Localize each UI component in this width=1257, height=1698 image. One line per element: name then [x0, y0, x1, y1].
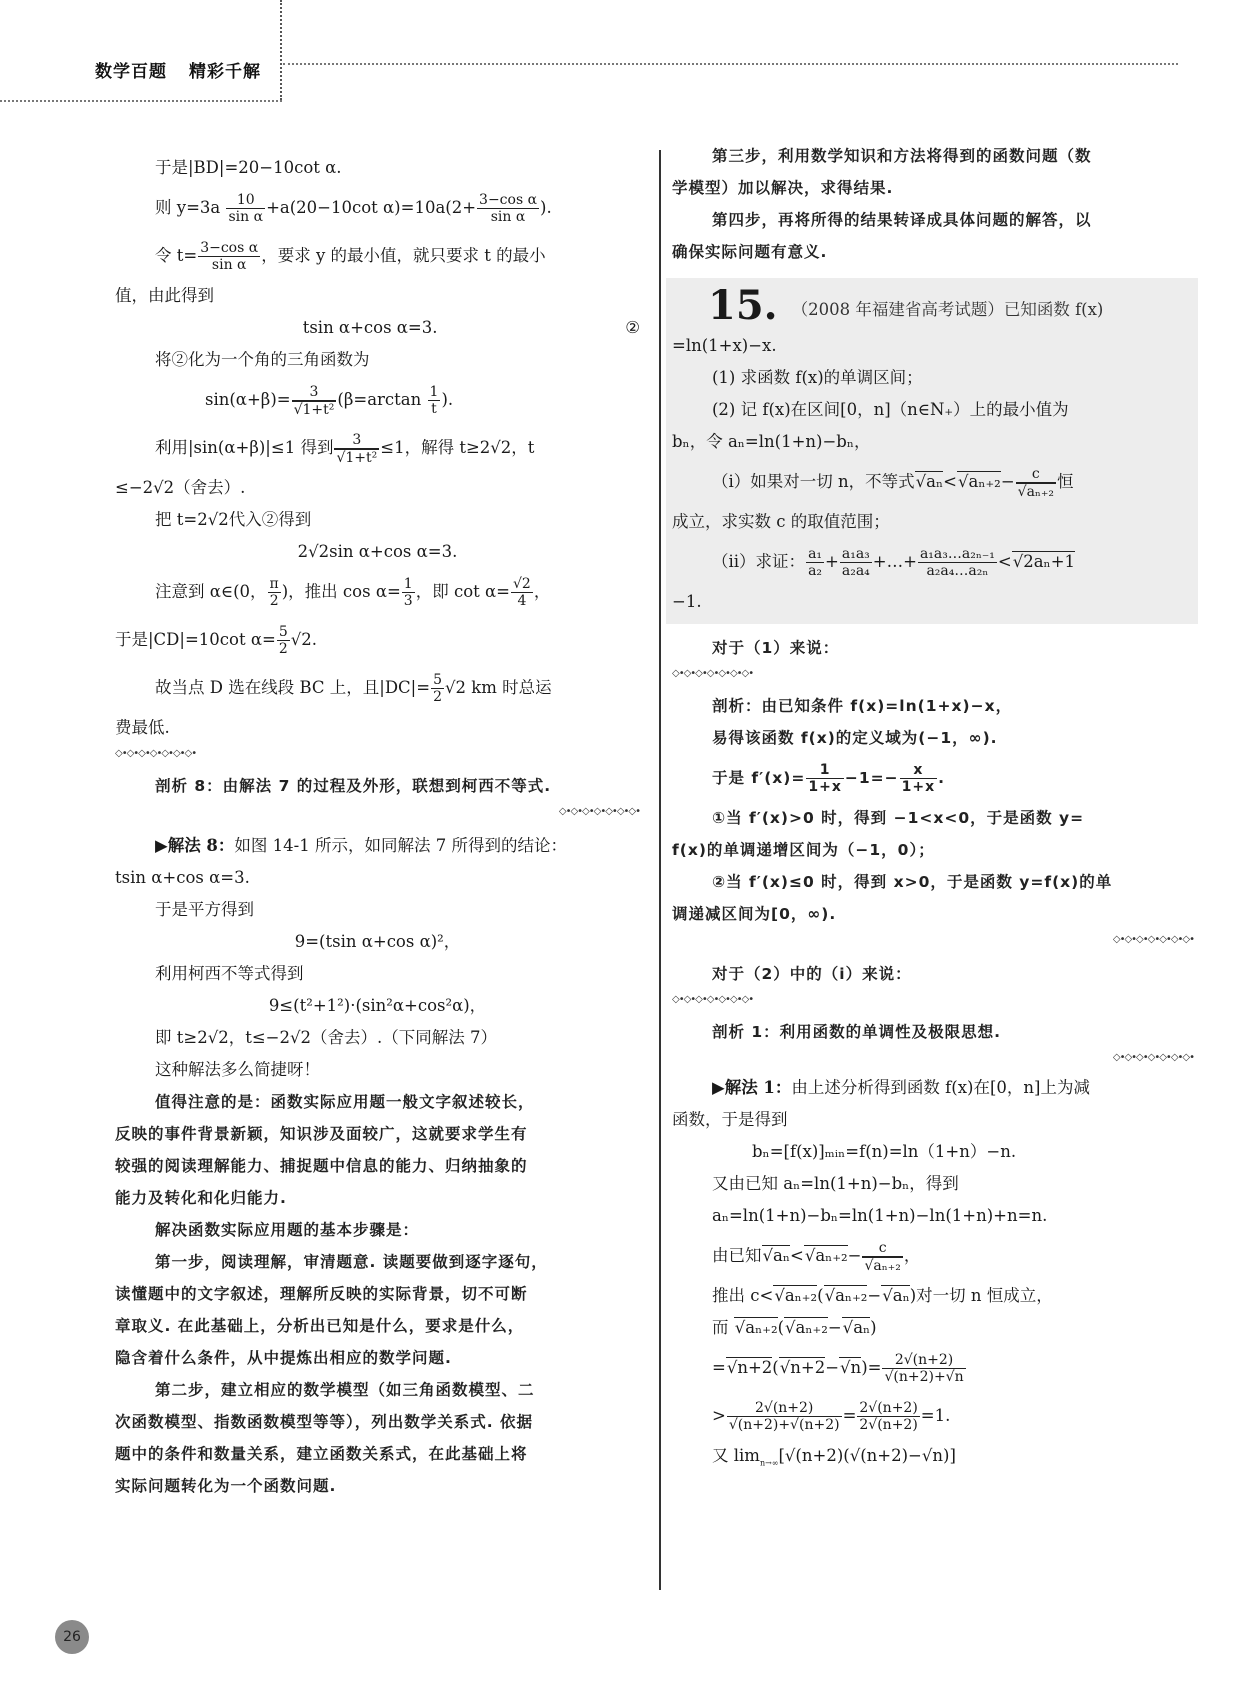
- ornament-divider: ◇•◇•◇•◇•◇•◇•◇•: [558, 806, 640, 817]
- equation-line: sin(α+β)= 3 √ 1+t² (β=arctan $\frac{1}{t}$ ).: [115, 376, 640, 424]
- step2-line: 次函数模型、指数函数模型等等），列出数学关系式. 依据: [115, 1413, 534, 1431]
- case-2-line: ②当 f′(x)≤0 时，得到 x>0，于是函数 y=f(x)的单: [712, 873, 1113, 891]
- problem-number: 15.: [708, 282, 778, 329]
- solution-label: ▶解法 1：: [712, 1078, 792, 1097]
- equation-line: 9=(tsin α+cos α)²，: [294, 932, 461, 951]
- steps-intro: 解决函数实际应用题的基本步骤是：: [155, 1221, 420, 1239]
- step1-line: 隐含着什么条件，从中提炼出相应的数学问题.: [115, 1349, 452, 1367]
- text-line: =ln(1+x)−x.: [672, 336, 777, 355]
- solution-8-heading: ▶解法 8：如图 14-1 所示，如同解法 7 所得到的结论：: [155, 836, 567, 855]
- equation-line: = √ n+2( √ n+2− √ n)= $\frac{2√(n+2)}{√(n+2)+√n}$: [672, 1344, 1194, 1392]
- text-line: 令 t= $\frac{\text{3−cos α}}{\text{sin α}}$ ，要求 y 的最小值，就只要求 t 的最小: [155, 240, 546, 273]
- analysis-line: 剖析：由已知条件 f(x)=ln(1+x)−x，: [712, 697, 1013, 715]
- equation-line: 则 y=3a $\frac{10}{\text{sin α}}$ +a(20−10cot α)=10a(2+ $\frac{\text{3−cos α}}{\text{sin α}}$ ).: [155, 192, 552, 225]
- column-divider: [659, 150, 661, 1590]
- text-line: 而 √ aₙ₊₂( √ aₙ₊₂− √ aₙ): [672, 1312, 1194, 1344]
- text-line: 把 t=2√2代入②得到: [155, 510, 312, 529]
- text-line: 于是|BD|=20−10cot α.: [155, 158, 342, 177]
- limit-line: 又 $\lim_{n\to\infty}[√(n+2)(√(n+2)-√n)]$: [712, 1446, 956, 1468]
- text-line: 将②化为一个角的三角函数为: [155, 350, 370, 369]
- note-line: 能力及转化和化归能力.: [115, 1189, 287, 1207]
- equation-line: 2√2sin α+cos α=3.: [297, 542, 458, 561]
- equation-number: ②: [625, 318, 640, 337]
- text-line: 于是平方得到: [155, 900, 254, 919]
- analysis-1: 剖析 1：利用函数的单调性及极限思想.: [712, 1023, 1002, 1041]
- running-header: [95, 57, 261, 82]
- question-1: (1) 求函数 f(x)的单调区间；: [712, 368, 923, 387]
- problem-header: [672, 282, 1190, 330]
- left-column: [115, 152, 640, 1502]
- text-line: 利用柯西不等式得到: [155, 964, 304, 983]
- note-line: 较强的阅读理解能力、捕捉题中信息的能力、归纳抽象的: [115, 1157, 528, 1175]
- part-1-heading: 对于（1）来说：: [712, 639, 840, 657]
- step1-line: 读懂题中的文字叙述，理解所反映的实际背景，切不可断: [115, 1285, 528, 1303]
- ornament-divider: ◇•◇•◇•◇•◇•◇•◇•: [1112, 934, 1194, 945]
- fraction: $\frac{10}{\text{sin α}}$: [228, 192, 264, 225]
- step1-line: 第一步，阅读理解，审清题意. 读题要做到逐字逐句，: [155, 1253, 548, 1271]
- equation-2: tsin α+cos α=3. ②: [115, 312, 640, 344]
- header-vertical-rule: [280, 0, 282, 100]
- step3-line: 第三步，利用数学知识和方法将得到的函数问题（数: [712, 147, 1092, 165]
- ornament-divider: ◇•◇•◇•◇•◇•◇•◇•: [672, 668, 754, 679]
- text-line: 由已知 √ aₙ< √ aₙ₊₂− c √ aₙ₊₂ ，: [672, 1232, 1194, 1280]
- text-line: 费最低.: [115, 718, 170, 737]
- book-subtitle: 精彩千解: [189, 62, 261, 82]
- analysis-line: 易得该函数 f(x)的定义域为(−1，∞).: [712, 729, 998, 747]
- step2-line: 实际问题转化为一个函数问题.: [115, 1477, 337, 1495]
- text-line: 利用|sin(α+β)|≤1 得到 3 √ 1+t² ≤1，解得 t≥2√2，t: [115, 424, 640, 472]
- ornament-divider: ◇•◇•◇•◇•◇•◇•◇•: [672, 994, 754, 1005]
- text-line: tsin α+cos α=3.: [115, 868, 250, 887]
- equation-line: 9≤(t²+1²)·(sin²α+cos²α)，: [268, 996, 487, 1015]
- problem-source: （2008 年福建省高考试题）已知函数 f(x): [791, 300, 1104, 319]
- right-column: [672, 140, 1194, 1479]
- fraction: $\frac{\text{3−cos α}}{\text{sin α}}$: [200, 240, 259, 273]
- equation-line: > $\frac{2√(n+2)}{√(n+2)+√(n+2)}$ = $\frac{2√(n+2)}{2√(n+2)}$ =1.: [712, 1400, 951, 1433]
- analysis-8: 剖析 8：由解法 7 的过程及外形，联想到柯西不等式.: [155, 777, 552, 795]
- case-1-line: f(x)的单调递增区间为（−1，0）；: [672, 841, 935, 859]
- page-number-badge: 26: [55, 1620, 89, 1654]
- header-dotted-rule-lower: [0, 100, 282, 102]
- solution-label: ▶解法 8：: [155, 836, 235, 855]
- text-line: bₙ，令 aₙ=ln(1+n)−bₙ，: [672, 432, 871, 451]
- solution-1-heading: ▶解法 1：由上述分析得到函数 f(x)在[0，n]上为减: [712, 1078, 1090, 1097]
- note-line: 值得注意的是：函数实际应用题一般文字叙述较长，: [155, 1093, 535, 1111]
- step1-line: 章取义. 在此基础上，分析出已知是什么，要求是什么，: [115, 1317, 525, 1335]
- equation-line: bₙ=[f(x)]ₘᵢₙ=f(n)=ln（1+n）−n.: [752, 1142, 1017, 1161]
- text-line: ≤−2√2（舍去）.: [115, 478, 246, 497]
- book-title: 数学百题: [95, 62, 167, 82]
- fraction: $\frac{\text{3−cos α}}{\text{sin α}}$: [479, 192, 538, 225]
- question-2-i: （ⅰ）如果对一切 n，不等式 √ aₙ< √ aₙ₊₂− c √ aₙ₊₂ 恒: [672, 458, 1190, 506]
- case-1-line: ①当 f′(x)>0 时，得到 −1<x<0，于是函数 y=: [712, 809, 1085, 827]
- text-line: 于是|CD|=10cot α= $\frac{5}{2}$ √2.: [115, 624, 317, 657]
- text-line: 值，由此得到: [115, 286, 214, 305]
- ornament-divider: ◇•◇•◇•◇•◇•◇•◇•: [1112, 1052, 1194, 1063]
- equation-line: aₙ=ln(1+n)−bₙ=ln(1+n)−ln(1+n)+n=n.: [712, 1206, 1048, 1225]
- case-2-line: 调递减区间为[0，∞).: [672, 905, 837, 923]
- step4-line: 确保实际问题有意义.: [672, 243, 828, 261]
- text-line: 又由已知 aₙ=ln(1+n)−bₙ，得到: [712, 1174, 959, 1193]
- text-line: 函数，于是得到: [672, 1110, 788, 1129]
- text-line: 推出 c< √ aₙ₊₂( √ aₙ₊₂− √ aₙ)对一切 n 恒成立，: [672, 1280, 1194, 1312]
- text-line: 即 t≥2√2，t≤−2√2（舍去）.（下同解法 7）: [155, 1028, 497, 1047]
- problem-15-box: [666, 278, 1198, 624]
- text-line: 这种解法多么简捷呀！: [155, 1060, 320, 1079]
- text-line: −1.: [672, 592, 702, 611]
- text-line: 故当点 D 选在线段 BC 上，且|DC|= $\frac{5}{2}$ √2 km 时总运: [155, 672, 552, 705]
- part-2i-heading: 对于（2）中的（ⅰ）来说：: [712, 965, 912, 983]
- header-dotted-rule: [283, 63, 1178, 65]
- step4-line: 第四步，再将所得的结果转译成具体问题的解答，以: [712, 211, 1092, 229]
- question-2: (2) 记 f(x)在区间[0，n]（n∈N₊）上的最小值为: [712, 400, 1069, 419]
- step3-line: 学模型）加以解决，求得结果.: [672, 179, 894, 197]
- ornament-divider: ◇•◇•◇•◇•◇•◇•◇•: [115, 748, 197, 759]
- question-2-ii: （ⅱ）求证： $\frac{\text{a₁}}{\text{a₂}}$ + $\frac{\text{a₁a₃}}{\text{a₂a₄}}$ +…+ $\frac{\text{a₁a₃…a₂ₙ₋₁}}{\text{a₂a₄…a₂ₙ}}$ < √ 2aₙ+1: [672, 538, 1190, 586]
- step2-line: 第二步，建立相应的数学模型（如三角函数模型、二: [155, 1381, 535, 1399]
- text-line: 成立，求实数 c 的取值范围；: [672, 512, 890, 531]
- derivative-line: 于是 f′(x)= $\frac{1}{1+x}$ −1=− $\frac{x}{1+x}$ .: [712, 762, 946, 795]
- step2-line: 题中的条件和数量关系，建立函数关系式，在此基础上将: [115, 1445, 528, 1463]
- note-line: 反映的事件背景新颖，知识涉及面较广，这就要求学生有: [115, 1125, 528, 1143]
- text-line: 注意到 α∈(0， $\frac{\pi}{2}$ )，推出 cos α= $\frac{1}{3}$ ，即 cot α= $\frac{√2}{4}$ ，: [155, 576, 551, 609]
